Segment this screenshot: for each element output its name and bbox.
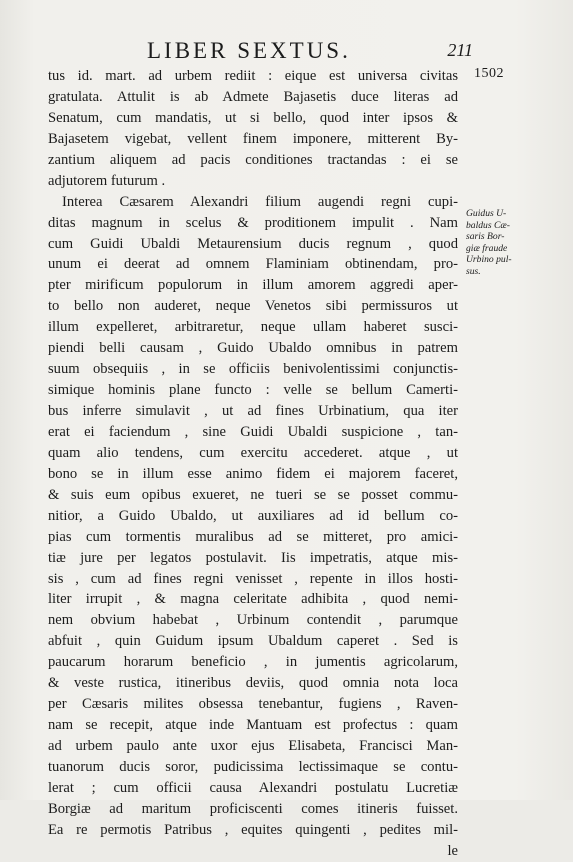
text-line: nitior, a Guido Ubaldo, ut auxiliares ad id bellum co- — [48, 507, 458, 524]
sidenote-line: baldus Cæ- — [466, 219, 510, 231]
text-line: lerat ; cum officii causa Alexandri postulatu Lucretiæ — [48, 779, 458, 796]
sidenote-line: sus. — [466, 265, 481, 277]
paragraph-1 — [48, 66, 458, 192]
sidenote-line: Guidus U- — [466, 208, 507, 219]
text-line: tus id. mart. ad urbem rediit : eique est universa civitas — [48, 68, 458, 84]
text-line: to bello non auderet, neque Venetos sibi permissuros ut — [48, 298, 458, 315]
sidenote-line: saris Bor- — [466, 231, 505, 242]
text-line: Senatum, cum mandatis, ut si bello, quod inter ipsos & — [48, 109, 458, 126]
text-line: bus inferre simulavit , ut ad fines Urbinatium, qua iter — [48, 403, 458, 419]
text-line: quam alio tendens, cum exercitu accederet. atque , ut — [48, 444, 458, 461]
margin-year: 1502 — [474, 66, 504, 81]
text-line: illum expelleret, arbitraretur, neque ullam haberet susci- — [48, 319, 458, 336]
page-number: 211 — [447, 40, 473, 60]
text-line: piendi belli causam , Guido Ubaldo omnibus in patrem — [48, 340, 458, 357]
text-line: paucarum horarum beneficio , in jumentis agricolarum, — [48, 654, 458, 671]
sidenote-line: giæ fraude — [466, 242, 508, 254]
text-line: tiæ jure per legatos postulavit. Iis impetratis, atque mis- — [48, 549, 458, 566]
text-line: gratulata. Attulit is ab Admete Bajasetis duce literas ad — [48, 88, 458, 105]
text-line: adjutorem futurum . — [48, 172, 166, 189]
running-title: LIBER SEXTUS. — [147, 38, 351, 63]
text-line: zantium aliquem ad pacis conditiones tractandas : ei se — [48, 151, 458, 168]
text-line: liter irrupit , & magna celeritate adhibita , quod nemi- — [48, 591, 458, 608]
text-line: cum Guidi Ubaldi Metaurensium ducis regnum , quod — [48, 235, 458, 252]
text-line: nem obvium habebat , Urbinum contendit , parumque — [48, 612, 458, 629]
text-line: & veste rustica, itineribus deviis, quod omnia nota loca — [48, 675, 458, 692]
text-line: tuanorum ducis soror, pudicissima lectissimaque se contu- — [48, 758, 458, 775]
text-line: suum obsequiis , in se officiis benivolentissimi conjunctis- — [48, 361, 458, 378]
catchword: le — [447, 842, 458, 859]
body-text — [48, 66, 458, 862]
text-line: pias cum tormentis muralibus ad se mitteret, pro amici- — [48, 528, 458, 545]
text-line: Interea Cæsarem Alexandri filium augendi regni cupi- — [62, 193, 458, 210]
text-line: & suis eum opibus exueret, ne tueri se se posset commu- — [48, 486, 458, 503]
text-line: nam se recepit, atque inde Mantuam est profectus : quam — [48, 717, 458, 734]
margin-sidenote — [466, 208, 526, 277]
text-line: bono se in illum esse animo fidem ei majorem faceret, — [48, 465, 458, 482]
text-line: simique hominis plane functo : velle se bellum Camerti- — [48, 382, 458, 399]
text-line: Ea re permotis Patribus , equites quingenti , pedites mil- — [48, 821, 458, 838]
text-line: ditas magnum in scelus & proditionem impulit . Nam — [48, 214, 458, 231]
text-line: ad urbem paulo ante uxor ejus Elisabeta, Francisci Man- — [48, 738, 458, 754]
sidenote-line: Urbino pul- — [466, 254, 512, 265]
text-line: Bajasetem vigebat, vellent finem imponere, mitterent By- — [48, 130, 458, 147]
text-line: sis , cum ad fines regni venisset , repente in illos hosti- — [48, 570, 458, 587]
page-header — [95, 38, 475, 68]
text-line: per Cæsaris milites obsessa tenebantur, fugiens , Raven- — [48, 696, 458, 713]
text-line: abfuit , quin Guidum ipsum Ubaldum caperet . Sed is — [48, 633, 458, 650]
text-line: Borgiæ ad maritum proficiscenti comes itineris fuisset. — [48, 800, 458, 817]
text-line: unum ei deerat ad omnem Flaminiam obtinendam, pro- — [48, 256, 458, 273]
paragraph-2 — [48, 192, 458, 841]
text-line: pter mirificum populorum in illum amorem aggredi aper- — [48, 277, 458, 294]
text-line: erat ei faciendum , sine Guidi Ubaldi suspicione , tan- — [48, 423, 458, 440]
